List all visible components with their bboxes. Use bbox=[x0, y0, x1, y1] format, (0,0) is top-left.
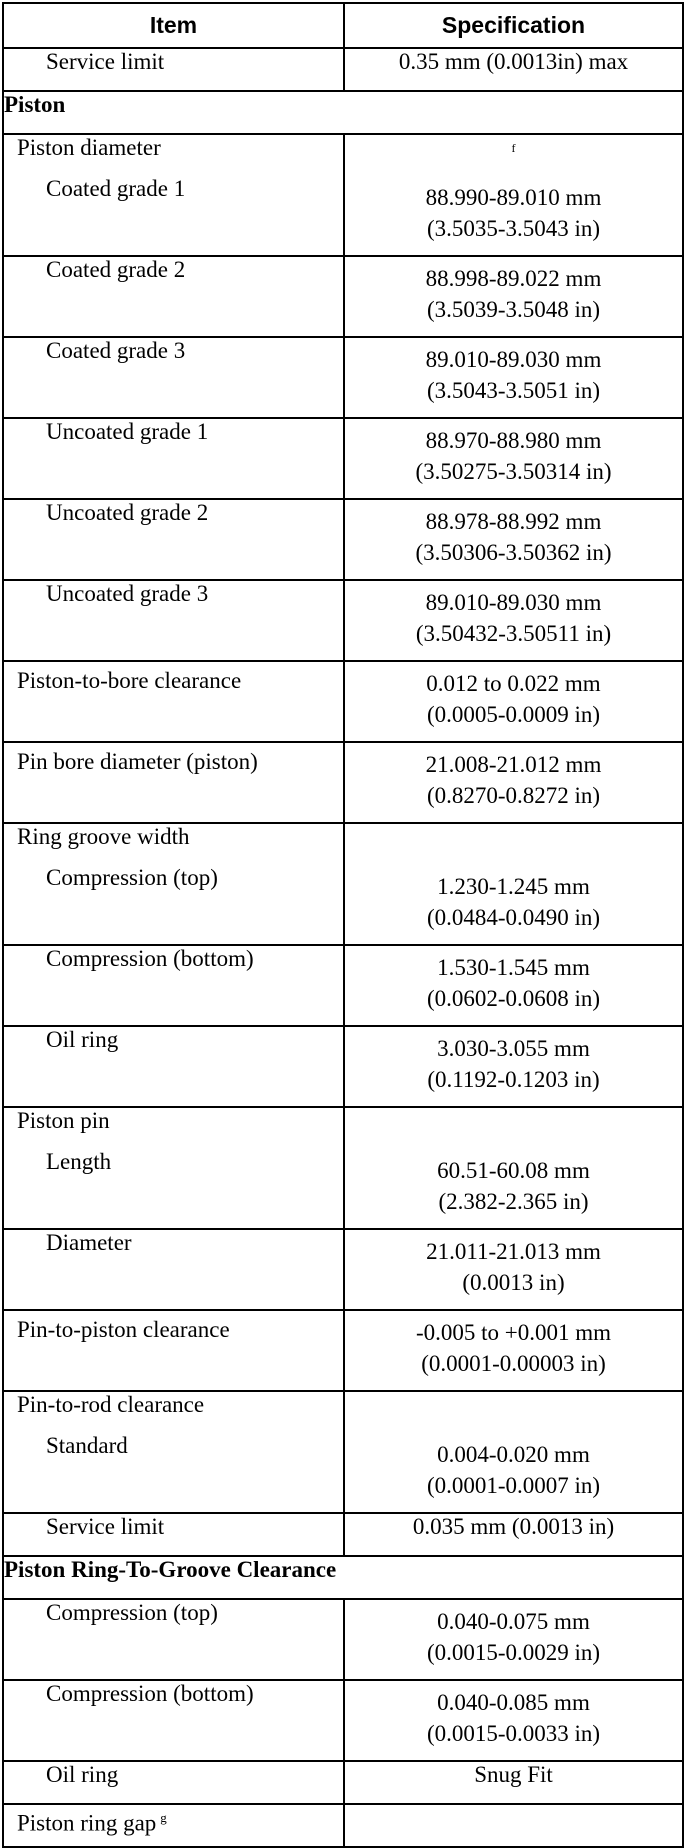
row-spec bbox=[344, 1149, 683, 1229]
row-item: Coated grade 1 bbox=[3, 176, 344, 256]
row-item: Service limit bbox=[3, 1513, 344, 1556]
footnote-g: g bbox=[160, 1810, 167, 1825]
spec-imperial: (0.0015-0.0033 in) bbox=[426, 1721, 601, 1746]
row-spec bbox=[344, 1680, 683, 1761]
table-row bbox=[3, 337, 683, 418]
spec-metric: 0.040-0.075 mm bbox=[437, 1609, 590, 1634]
row-spec: 0.35 mm (0.0013in) max bbox=[344, 48, 683, 91]
row-item: Pin-to-piston clearance bbox=[3, 1310, 344, 1391]
section-title-piston: Piston bbox=[3, 91, 683, 134]
spec-imperial: (3.5039-3.5048 in) bbox=[426, 297, 601, 322]
spec-imperial: (3.50275-3.50314 in) bbox=[415, 459, 612, 484]
table-row bbox=[3, 742, 683, 823]
row-item: Compression (bottom) bbox=[3, 1680, 344, 1761]
row-item: Compression (top) bbox=[3, 1599, 344, 1680]
row-item bbox=[3, 1804, 344, 1847]
row-spec bbox=[344, 1599, 683, 1680]
table-row bbox=[3, 580, 683, 661]
spec-metric: 1.230-1.245 mm bbox=[437, 874, 590, 899]
row-item: Coated grade 2 bbox=[3, 256, 344, 337]
row-spec-empty bbox=[344, 823, 683, 865]
row-spec-empty bbox=[344, 1804, 683, 1847]
spec-metric: 89.010-89.030 mm bbox=[425, 590, 602, 615]
row-spec bbox=[344, 418, 683, 499]
table-row bbox=[3, 823, 683, 865]
section-title-ring-groove: Piston Ring-To-Groove Clearance bbox=[3, 1556, 683, 1599]
spec-metric: 89.010-89.030 mm bbox=[425, 347, 602, 372]
spec-metric: 0.012 to 0.022 mm bbox=[426, 671, 601, 696]
row-item: Standard bbox=[3, 1433, 344, 1513]
spec-metric: 1.530-1.545 mm bbox=[437, 955, 590, 980]
spec-imperial: (3.50432-3.50511 in) bbox=[415, 621, 612, 646]
row-spec: Snug Fit bbox=[344, 1761, 683, 1804]
table-row bbox=[3, 661, 683, 742]
row-spec bbox=[344, 945, 683, 1026]
section-header-row bbox=[3, 1556, 683, 1599]
row-spec bbox=[344, 499, 683, 580]
spec-metric: 88.978-88.992 mm bbox=[425, 509, 602, 534]
row-spec bbox=[344, 661, 683, 742]
table-row bbox=[3, 256, 683, 337]
spec-metric: 21.008-21.012 mm bbox=[425, 752, 602, 777]
table-row bbox=[3, 1599, 683, 1680]
table-row bbox=[3, 1026, 683, 1107]
row-item: Piston diameter bbox=[3, 134, 344, 176]
row-spec bbox=[344, 337, 683, 418]
row-item: Uncoated grade 3 bbox=[3, 580, 344, 661]
spec-imperial: (3.50306-3.50362 in) bbox=[415, 540, 612, 565]
spec-imperial: (0.0005-0.0009 in) bbox=[426, 702, 601, 727]
table-row bbox=[3, 1149, 683, 1229]
spec-imperial: (0.0484-0.0490 in) bbox=[426, 905, 601, 930]
table-row bbox=[3, 1391, 683, 1433]
spec-metric: 88.998-89.022 mm bbox=[425, 266, 602, 291]
row-spec bbox=[344, 256, 683, 337]
row-spec bbox=[344, 742, 683, 823]
row-item: Uncoated grade 1 bbox=[3, 418, 344, 499]
row-item: Compression (bottom) bbox=[3, 945, 344, 1026]
table-row bbox=[3, 499, 683, 580]
table-row bbox=[3, 1310, 683, 1391]
row-spec-note bbox=[344, 134, 683, 176]
spec-metric: 60.51-60.08 mm bbox=[437, 1158, 590, 1183]
row-spec bbox=[344, 1433, 683, 1513]
table-row bbox=[3, 1229, 683, 1310]
spec-metric: 88.990-89.010 mm bbox=[425, 185, 602, 210]
table-row bbox=[3, 176, 683, 256]
row-item: Length bbox=[3, 1149, 344, 1229]
row-spec bbox=[344, 176, 683, 256]
spec-imperial: (0.0001-0.00003 in) bbox=[421, 1351, 606, 1376]
table-row bbox=[3, 418, 683, 499]
table-row bbox=[3, 1680, 683, 1761]
row-item: Uncoated grade 2 bbox=[3, 499, 344, 580]
table-header-row bbox=[3, 3, 683, 48]
row-spec bbox=[344, 1026, 683, 1107]
row-item: Ring groove width bbox=[3, 823, 344, 865]
spec-metric: 3.030-3.055 mm bbox=[437, 1036, 590, 1061]
row-item: Oil ring bbox=[3, 1026, 344, 1107]
row-item: Pin bore diameter (piston) bbox=[3, 742, 344, 823]
footnote-f: f bbox=[511, 141, 516, 155]
table-row bbox=[3, 945, 683, 1026]
row-item: Service limit bbox=[3, 48, 344, 91]
table-row bbox=[3, 1761, 683, 1804]
column-header-specification: Specification bbox=[344, 3, 683, 48]
row-item: Diameter bbox=[3, 1229, 344, 1310]
spec-imperial: (2.382-2.365 in) bbox=[438, 1189, 589, 1214]
table-row bbox=[3, 48, 683, 91]
table-row bbox=[3, 865, 683, 945]
row-item: Coated grade 3 bbox=[3, 337, 344, 418]
spec-metric: -0.005 to +0.001 mm bbox=[415, 1320, 612, 1345]
section-header-row bbox=[3, 91, 683, 134]
table-row bbox=[3, 1107, 683, 1149]
spec-imperial: (0.0013 in) bbox=[462, 1270, 565, 1295]
spec-imperial: (0.0001-0.0007 in) bbox=[426, 1473, 601, 1498]
column-header-item: Item bbox=[3, 3, 344, 48]
specification-table bbox=[2, 2, 684, 1848]
row-spec-empty bbox=[344, 1107, 683, 1149]
row-item: Piston-to-bore clearance bbox=[3, 661, 344, 742]
spec-imperial: (0.0602-0.0608 in) bbox=[426, 986, 601, 1011]
spec-imperial: (0.0015-0.0029 in) bbox=[426, 1640, 601, 1665]
spec-imperial: (0.8270-0.8272 in) bbox=[426, 783, 601, 808]
row-spec bbox=[344, 1310, 683, 1391]
spec-imperial: (3.5043-3.5051 in) bbox=[426, 378, 601, 403]
row-item: Piston pin bbox=[3, 1107, 344, 1149]
row-spec bbox=[344, 865, 683, 945]
row-item: Pin-to-rod clearance bbox=[3, 1391, 344, 1433]
table-row bbox=[3, 1804, 683, 1847]
spec-metric: 88.970-88.980 mm bbox=[425, 428, 602, 453]
table-row bbox=[3, 134, 683, 176]
row-spec: 0.035 mm (0.0013 in) bbox=[344, 1513, 683, 1556]
row-item: Compression (top) bbox=[3, 865, 344, 945]
spec-metric: 21.011-21.013 mm bbox=[426, 1239, 601, 1264]
table-row bbox=[3, 1513, 683, 1556]
spec-imperial: (0.1192-0.1203 in) bbox=[427, 1067, 600, 1092]
row-spec bbox=[344, 580, 683, 661]
row-item: Oil ring bbox=[3, 1761, 344, 1804]
spec-metric: 0.004-0.020 mm bbox=[437, 1442, 590, 1467]
spec-imperial: (3.5035-3.5043 in) bbox=[426, 216, 601, 241]
row-spec bbox=[344, 1229, 683, 1310]
table-row bbox=[3, 1433, 683, 1513]
row-item-label: Piston ring gap bbox=[17, 1810, 157, 1836]
row-spec-empty bbox=[344, 1391, 683, 1433]
spec-metric: 0.040-0.085 mm bbox=[437, 1690, 590, 1715]
